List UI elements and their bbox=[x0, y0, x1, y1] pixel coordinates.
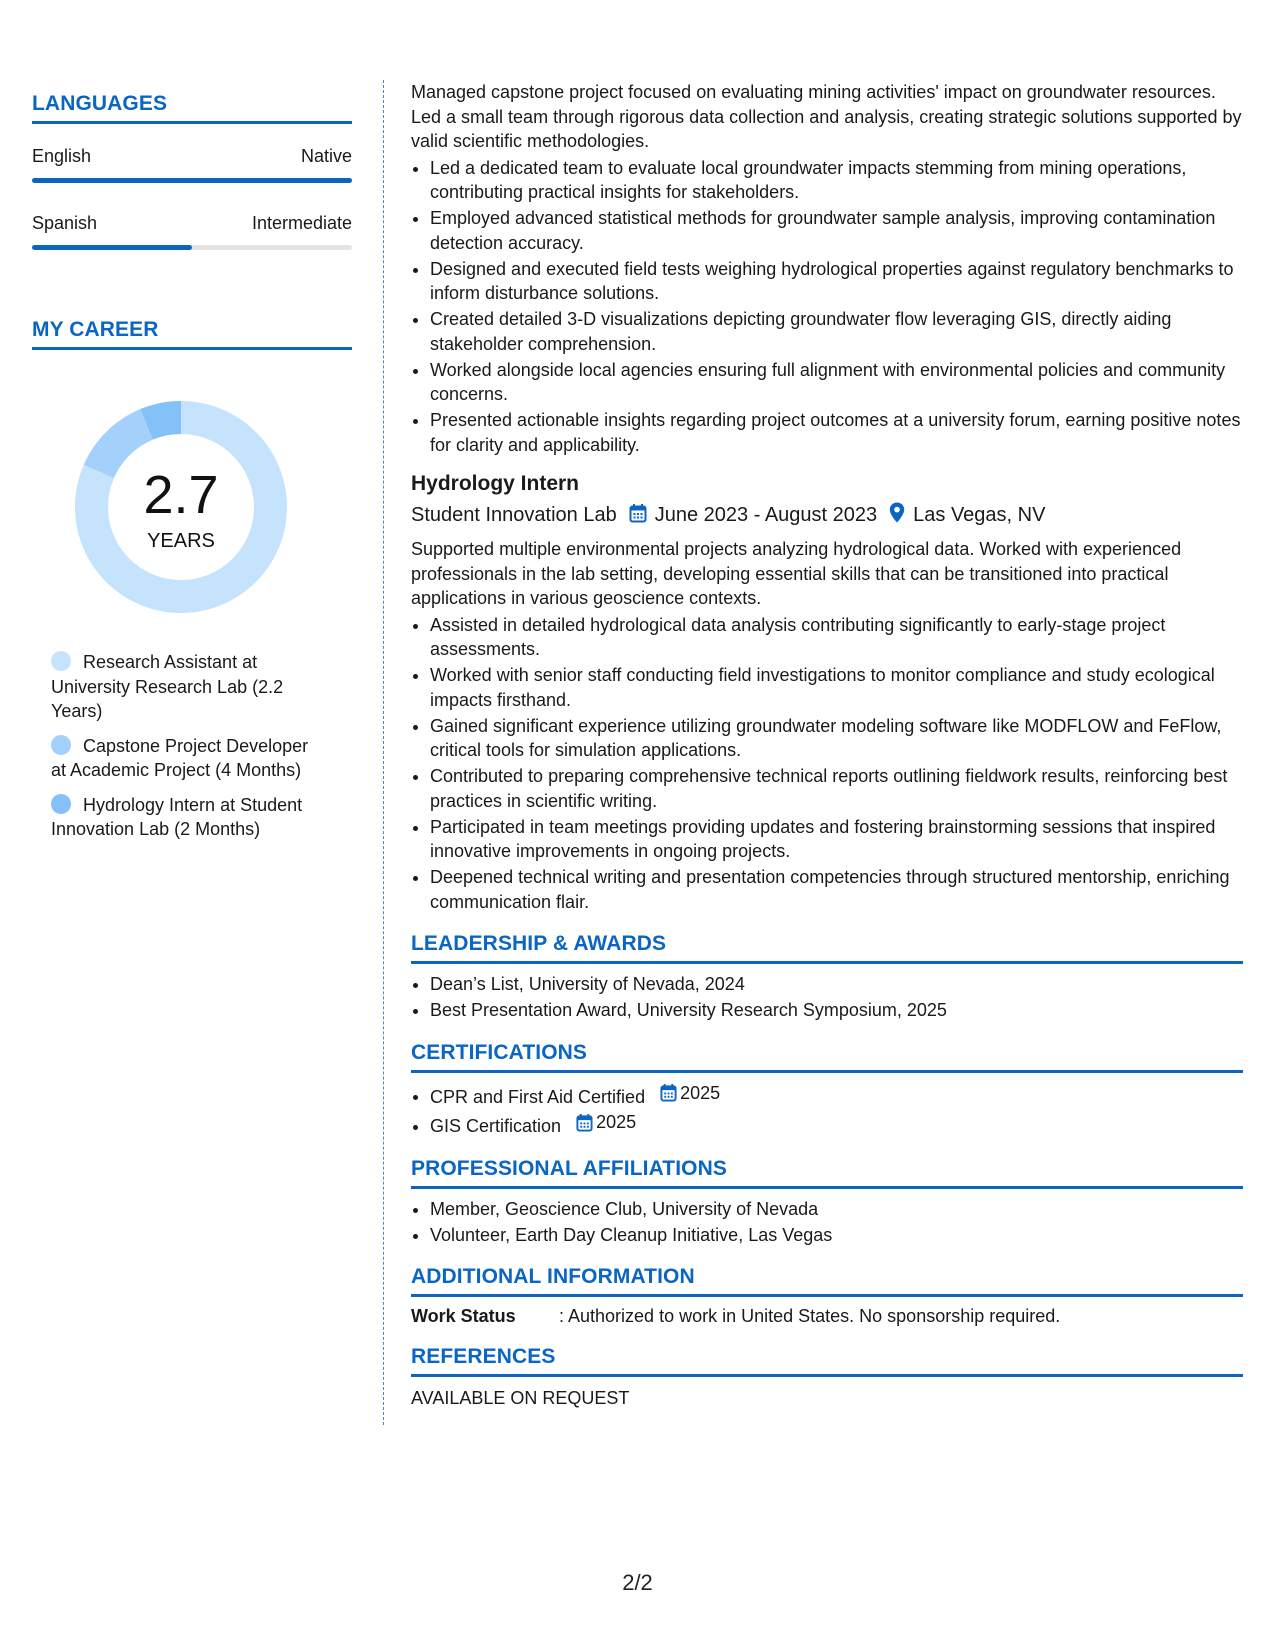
job-location: Las Vegas, NV bbox=[913, 504, 1046, 526]
donut-center bbox=[68, 394, 294, 620]
calendar-icon bbox=[576, 1113, 593, 1132]
intern-summary: Supported multiple environmental projects analyzing hydrological data. Worked with experienced professionals in the lab setting, developing essential skills that can be transitioned into practical applications in various geoscience contexts. bbox=[411, 539, 1182, 608]
right-column bbox=[411, 80, 1243, 1409]
legend-item bbox=[51, 793, 326, 842]
list-item: • Worked alongside local agencies ensuring full alignment with environmental policies and community concerns. bbox=[430, 358, 1243, 407]
intern-bullets bbox=[411, 613, 1243, 915]
capstone-bullets bbox=[411, 156, 1243, 458]
certification-name: GIS Certification bbox=[430, 1116, 562, 1136]
list-item: • Member, Geoscience Club, University of Nevada bbox=[430, 1197, 1243, 1222]
list-item: • Contributed to preparing comprehensive technical reports outlining fieldwork results, reinforcing best practices in scientific writing. bbox=[430, 764, 1243, 813]
calendar-icon bbox=[660, 1083, 677, 1102]
language-level: Intermediate bbox=[251, 213, 352, 233]
list-item bbox=[430, 1081, 1243, 1109]
job-company: Student Innovation Lab bbox=[411, 504, 617, 526]
career-donut-chart bbox=[68, 394, 294, 620]
list-item: • Worked with senior staff conducting field investigations to monitor compliance and study ecological impacts firsthand. bbox=[430, 663, 1243, 712]
legend-dot bbox=[51, 735, 71, 755]
map-pin-icon bbox=[889, 502, 905, 529]
awards-list bbox=[411, 972, 1243, 1023]
language-level-bar bbox=[32, 178, 352, 183]
language-level: Native bbox=[300, 146, 352, 166]
list-item: • Designed and executed field tests weighing hydrological properties against regulatory benchmarks to inform disturbance solutions. bbox=[430, 257, 1243, 306]
certifications-title: CERTIFICATIONS bbox=[411, 1041, 1243, 1073]
career-title: MY CAREER bbox=[32, 318, 352, 350]
calendar-icon bbox=[629, 503, 647, 529]
list-item: • Created detailed 3-D visualizations depicting groundwater flow leveraging GIS, directly aiding stakeholder comprehension. bbox=[430, 307, 1243, 356]
languages-title: LANGUAGES bbox=[32, 92, 352, 124]
language-level-bar bbox=[32, 245, 352, 250]
legend-item bbox=[51, 734, 326, 783]
certification-name: CPR and First Aid Certified bbox=[430, 1086, 646, 1107]
job-meta bbox=[411, 502, 1243, 529]
references-section bbox=[411, 1345, 1243, 1409]
certifications-section bbox=[411, 1041, 1243, 1139]
career-total-unit: YEARS bbox=[147, 530, 215, 552]
work-status-label: Work Status bbox=[411, 1306, 516, 1326]
list-item: • Volunteer, Earth Day Cleanup Initiative, Las Vegas bbox=[430, 1223, 1243, 1248]
affiliations-section bbox=[411, 1157, 1243, 1248]
language-item bbox=[32, 146, 352, 183]
list-item: • Deepened technical writing and presentation competencies through structured mentorship, enriching communication flair. bbox=[430, 865, 1243, 914]
language-name: Spanish bbox=[32, 213, 98, 233]
language-level-fill bbox=[32, 178, 352, 183]
career-section bbox=[32, 318, 352, 842]
legend-dot bbox=[51, 651, 71, 671]
awards-title: LEADERSHIP & AWARDS bbox=[411, 932, 1243, 964]
references-title: REFERENCES bbox=[411, 1345, 1243, 1377]
career-total-years: 2.7 bbox=[143, 465, 219, 525]
additional-section bbox=[411, 1265, 1243, 1327]
language-level-fill bbox=[32, 245, 192, 250]
legend-dot bbox=[51, 794, 71, 814]
work-status-row bbox=[411, 1306, 1243, 1327]
list-item: • Participated in team meetings providing updates and fostering brainstorming sessions that inspired innovative improvements in ongoing projects. bbox=[430, 815, 1243, 864]
affiliations-list bbox=[411, 1197, 1243, 1248]
list-item: • Presented actionable insights regarding project outcomes at a university forum, earning positive notes for clarity and applicability. bbox=[430, 408, 1243, 457]
career-legend bbox=[51, 650, 326, 842]
language-item bbox=[32, 213, 352, 250]
affiliations-title: PROFESSIONAL AFFILIATIONS bbox=[411, 1157, 1243, 1189]
legend-label: Hydrology Intern at Student Innovation Lab (2 Months) bbox=[51, 794, 303, 839]
job-title: Hydrology Intern bbox=[411, 472, 580, 495]
certification-year: 2025 bbox=[596, 1112, 637, 1133]
list-item: • Gained significant experience utilizing groundwater modeling software like MODFLOW and FeFlow, critical tools for simulation applications. bbox=[430, 714, 1243, 763]
list-item: • Employed advanced statistical methods for groundwater sample analysis, improving contamination detection accuracy. bbox=[430, 206, 1243, 255]
job-dates: June 2023 - August 2023 bbox=[654, 504, 878, 526]
left-column bbox=[32, 92, 352, 852]
certification-year: 2025 bbox=[680, 1082, 721, 1103]
additional-title: ADDITIONAL INFORMATION bbox=[411, 1265, 1243, 1297]
list-item: • Best Presentation Award, University Research Symposium, 2025 bbox=[430, 998, 1243, 1023]
legend-label: Capstone Project Developer at Academic Project (4 Months) bbox=[51, 735, 309, 780]
list-item bbox=[430, 1110, 1243, 1138]
certifications-list bbox=[411, 1081, 1243, 1139]
legend-item bbox=[51, 650, 326, 724]
capstone-summary: Managed capstone project focused on evaluating mining activities' impact on groundwater resources. Led a small team through rigorous data collection and analysis, creating strategic solutions supported by valid scientific methodologies. bbox=[411, 82, 1242, 151]
work-status-value: : Authorized to work in United States. No sponsorship required. bbox=[559, 1306, 1061, 1326]
list-item: • Assisted in detailed hydrological data analysis contributing significantly to early-stage project assessments. bbox=[430, 613, 1243, 662]
page-number: 2/2 bbox=[622, 1570, 653, 1595]
legend-label: Research Assistant at University Research Lab (2.2 Years) bbox=[51, 652, 284, 721]
list-item: • Dean’s List, University of Nevada, 2024 bbox=[430, 972, 1243, 997]
list-item: • Led a dedicated team to evaluate local groundwater impacts stemming from mining operations, contributing practical insights for stakeholders. bbox=[430, 156, 1243, 205]
column-divider bbox=[383, 80, 384, 1425]
language-name: English bbox=[32, 146, 92, 166]
references-text: AVAILABLE ON REQUEST bbox=[411, 1388, 630, 1408]
awards-section bbox=[411, 932, 1243, 1023]
